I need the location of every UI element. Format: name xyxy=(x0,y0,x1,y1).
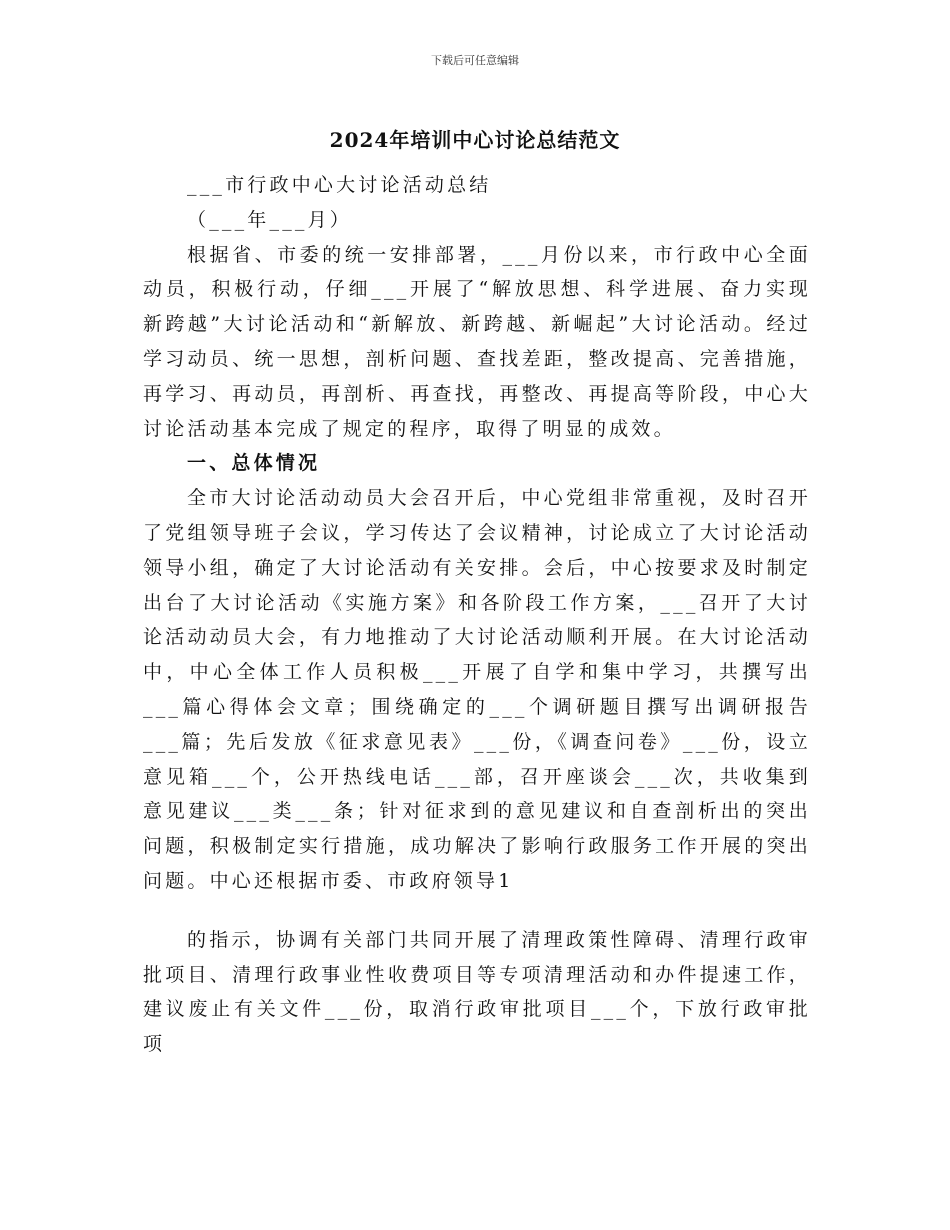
document-title: 2024年培训中心讨论总结范文 xyxy=(329,128,621,152)
header-note: 下载后可任意编辑 xyxy=(431,54,519,67)
intro-paragraph: 根据省、市委的统一安排部署，___月份以来，市行政中心全面动员，积极行动，仔细___开展了“解放思想、科学进展、奋力实现新跨越”大讨论活动和“新解放、新跨越、新崛起”大讨论活动。经过学习动员、统一思想，剖析问题、查找差距，整改提高、完善措施，再学习、再动员，再剖析、再查找，再整改、再提高等阶段，中心大讨论活动基本完成了规定的程序，取得了明显的成效。 xyxy=(143,243,811,440)
section-heading: 一、总体情况 xyxy=(187,452,321,475)
body-paragraph-continued: 的指示，协调有关部门共同开展了清理政策性障碍、清理行政审批项目、清理行政事业性收费项目等专项清理活动和办件提速工作，建议废止有关文件___份，取消行政审批项目___个，下放行政审批项 xyxy=(143,928,811,1056)
document-body xyxy=(143,168,811,1062)
body-paragraph: 全市大讨论活动动员大会召开后，中心党组非常重视，及时召开了党组领导班子会议，学习传达了会议精神，讨论成立了大讨论活动领导小组，确定了大讨论活动有关安排。会后，中心按要求及时制定出台了大讨论活动《实施方案》和各阶段工作方案，___召开了大讨论活动动员大会，有力地推动了大讨论活动顺利开展。在大讨论活动中，中心全体工作人员积极___开展了自学和集中学习，共撰写出___篇心得体会文章；围绕确定的___个调研题目撰写出调研报告___篇；先后发放《征求意见表》___份，《调查问卷》___份，设立意见箱___个，公开热线电话___部，召开座谈会___次，共收集到意见建议___类___条；针对征求到的意见建议和自查剖析出的突出问题，积极制定实行措施，成功解决了影响行政服务工作开展的突出问题。中心还根据市委、市政府领导1 xyxy=(143,487,811,892)
subtitle-paragraph: ___市行政中心大讨论活动总结 xyxy=(187,174,492,196)
date-paragraph: （___年___月） xyxy=(187,208,353,231)
